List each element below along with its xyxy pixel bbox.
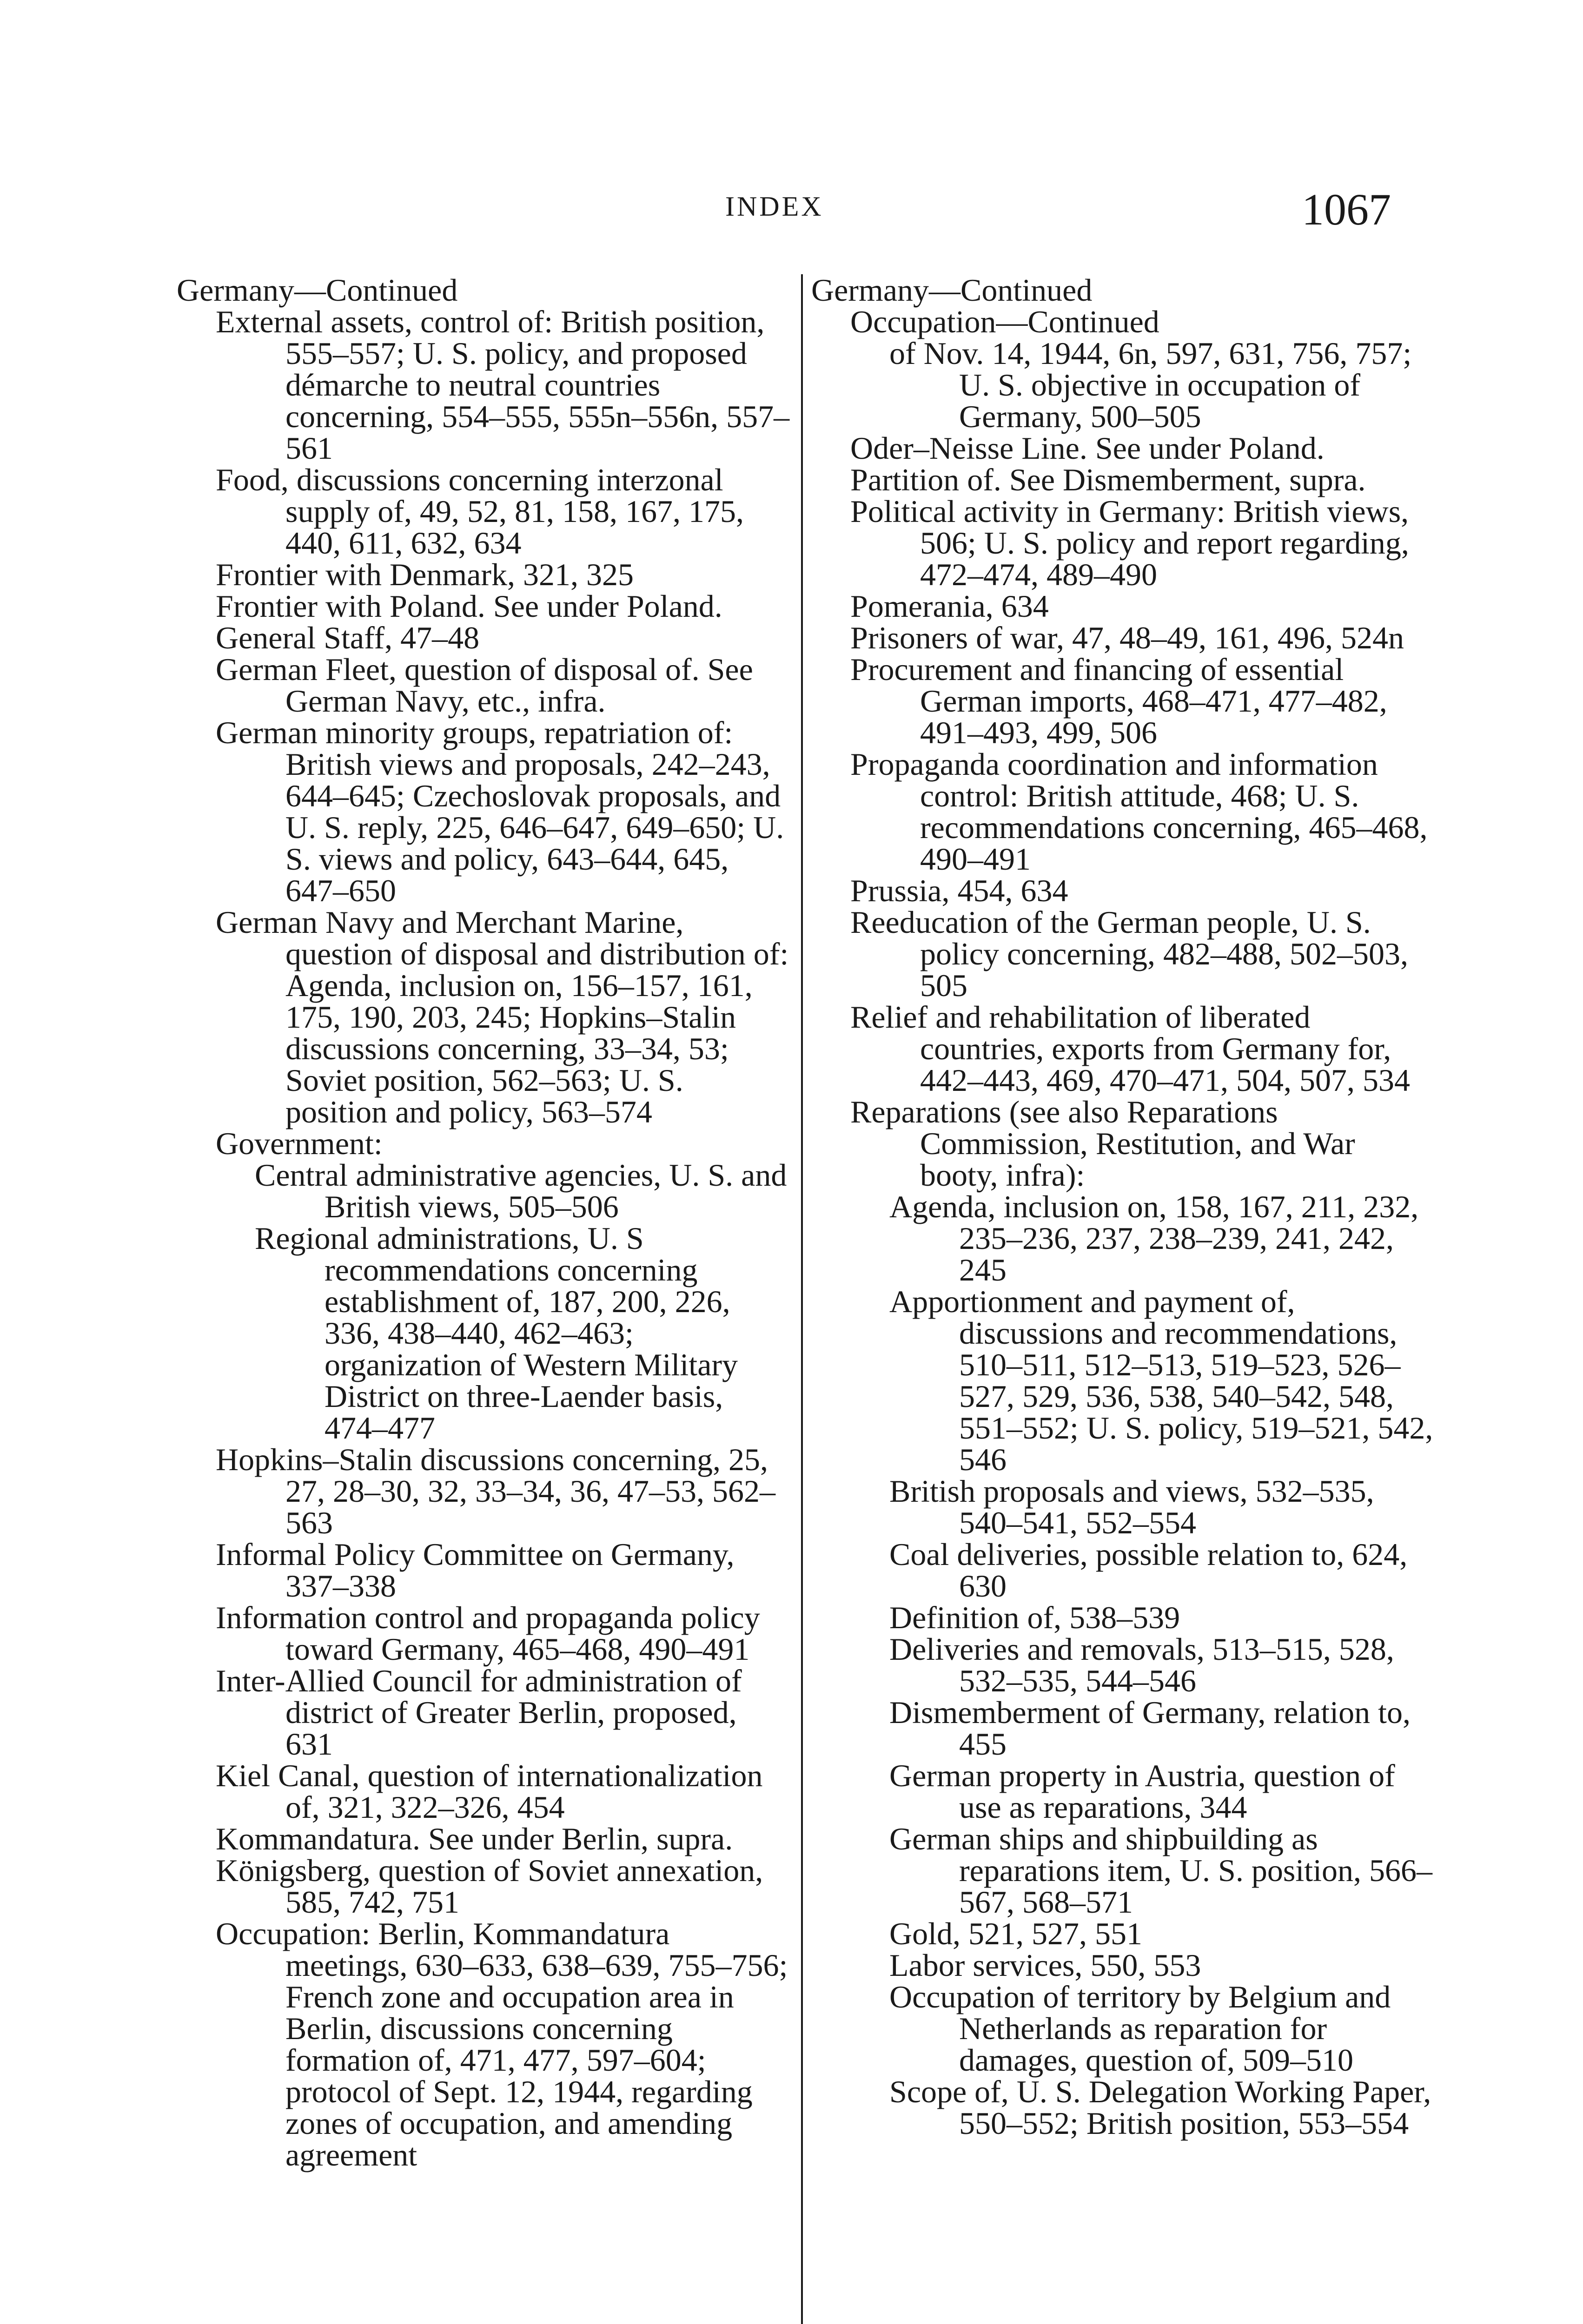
- index-entry-text: Informal Policy Committee on Germany, 337–338: [216, 1537, 735, 1604]
- index-entry: [177, 306, 790, 464]
- index-entry-text: German ships and shipbuilding as reparations item, U. S. position, 566–567, 568–571: [889, 1821, 1433, 1920]
- index-entry: [177, 906, 790, 1128]
- index-entry-text: Coal deliveries, possible relation to, 624, 630: [889, 1537, 1408, 1604]
- index-entry: [811, 464, 1434, 495]
- index-entry-text: Partition of. See Dismemberment, supra.: [850, 462, 1366, 497]
- index-subentry: [811, 1633, 1434, 1697]
- column-divider: [801, 274, 803, 2324]
- index-entry: [811, 495, 1434, 590]
- index-entry-text: Propaganda coordination and information control: British attitude, 468; U. S. recommendations concerning, 465–468, 490–491: [850, 746, 1428, 877]
- running-head: INDEX: [725, 191, 824, 222]
- index-subentry: [811, 2076, 1434, 2139]
- index-subentry: [177, 1222, 790, 1444]
- index-subentry: [811, 1918, 1434, 1949]
- column-heading: Germany—Continued: [811, 272, 1093, 308]
- index-entry-text: Inter-Allied Council for administration of district of Greater Berlin, proposed, 631: [216, 1663, 742, 1762]
- index-entry: [811, 748, 1434, 875]
- index-entry-text: Labor services, 550, 553: [889, 1948, 1201, 1983]
- index-entry-text: Kommandatura. See under Berlin, supra.: [216, 1821, 733, 1856]
- index-entry-text: Relief and rehabilitation of liberated countries, exports from Germany for, 442–443, 469, 470–471, 504, 507, 534: [850, 999, 1410, 1098]
- column-heading: Germany—Continued: [177, 272, 458, 308]
- index-entry-text: Regional administrations, U. S recommendations concerning establishment of, 187, 200, 226, 336, 438–440, 462–463; organization of Western Military District on three-Laender basis, 474–477: [255, 1221, 738, 1446]
- index-subentry: [811, 1286, 1434, 1475]
- index-entry: [177, 654, 790, 717]
- index-entry: [177, 1855, 790, 1918]
- index-subentry: [811, 1981, 1434, 2076]
- index-entry-text: External assets, control of: British position, 555–557; U. S. policy, and proposed démarche to neutral countries concerning, 554–555, 555n–556n, 557–561: [216, 304, 790, 466]
- index-entry: [811, 906, 1434, 1001]
- index-entry-text: Oder–Neisse Line. See under Poland.: [850, 430, 1325, 466]
- index-entry-text: General Staff, 47–48: [216, 620, 480, 655]
- index-entry: [177, 1602, 790, 1665]
- left-entry-list: [177, 306, 790, 2171]
- index-entry-text: German property in Austria, question of use as reparations, 344: [889, 1758, 1395, 1825]
- index-entry-text: Frontier with Denmark, 321, 325: [216, 557, 634, 592]
- index-entry-text: Reparations (see also Reparations Commission, Restitution, and War booty, infra):: [850, 1094, 1355, 1193]
- index-entry: [177, 1665, 790, 1760]
- index-entry-text: Frontier with Poland. See under Poland.: [216, 588, 722, 624]
- index-entry-text: Definition of, 538–539: [889, 1600, 1180, 1635]
- index-entry-text: Gold, 521, 527, 551: [889, 1916, 1142, 1951]
- index-entry-text: Scope of, U. S. Delegation Working Paper, 550–552; British position, 553–554: [889, 2074, 1431, 2141]
- index-entry: [177, 1128, 790, 1159]
- right-entry-list: [811, 306, 1434, 2139]
- index-entry: [177, 590, 790, 622]
- index-entry-text: Central administrative agencies, U. S. and British views, 505–506: [255, 1157, 787, 1224]
- index-entry: [177, 559, 790, 590]
- index-entry-text: German Fleet, question of disposal of. See German Navy, etc., infra.: [216, 652, 753, 719]
- index-entry-text: Deliveries and removals, 513–515, 528, 532–535, 544–546: [889, 1631, 1394, 1698]
- index-entry-text: German Navy and Merchant Marine, question of disposal and distribution of: Agenda, inclusion on, 156–157, 161, 175, 190, 203, 245; Hopkins–Stalin discussions concerning, 33–34, 53; Soviet position, 562–563; U. S. position and policy, 563–574: [216, 905, 789, 1129]
- index-entry-text: Apportionment and payment of, discussions and recommendations, 510–511, 512–513, 519–523, 526–527, 529, 536, 538, 540–542, 548, 551–552; U. S. policy, 519–521, 542, 546: [889, 1284, 1433, 1477]
- index-entry-text: Reeducation of the German people, U. S. policy concerning, 482–488, 502–503, 505: [850, 905, 1409, 1003]
- index-subentry: [811, 1538, 1434, 1602]
- index-entry-text: Information control and propaganda policy toward Germany, 465–468, 490–491: [216, 1600, 760, 1667]
- index-entry-text: Occupation of territory by Belgium and Netherlands as reparation for damages, question of, 509–510: [889, 1979, 1391, 2078]
- index-entry: [811, 875, 1434, 906]
- right-column: [811, 274, 1434, 2139]
- left-column: [177, 274, 790, 2171]
- index-entry: [811, 432, 1434, 464]
- index-entry-text: Königsberg, question of Soviet annexation, 585, 742, 751: [216, 1853, 763, 1920]
- index-subentry: [811, 1949, 1434, 1981]
- index-entry-text: Kiel Canal, question of internationalization of, 321, 322–326, 454: [216, 1758, 763, 1825]
- index-entry-text: Agenda, inclusion on, 158, 167, 211, 232, 235–236, 237, 238–239, 241, 242, 245: [889, 1189, 1419, 1287]
- index-entry: [177, 717, 790, 906]
- index-subentry: [811, 1191, 1434, 1286]
- index-subentry: [811, 1760, 1434, 1823]
- index-entry: [177, 1444, 790, 1538]
- index-entry-text: of Nov. 14, 1944, 6n, 597, 631, 756, 757; U. S. objective in occupation of Germany, 500–505: [889, 336, 1412, 434]
- index-entry-text: German minority groups, repatriation of: British views and proposals, 242–243, 644–645; Czechoslovak proposals, and U. S. reply, 225, 646–647, 649–650; U. S. views and policy, 643–644, 645, 647–650: [216, 715, 784, 908]
- index-entry: [811, 622, 1434, 654]
- index-entry: [177, 1538, 790, 1602]
- index-entry-text: Pomerania, 634: [850, 588, 1049, 624]
- index-entry-text: Political activity in Germany: British views, 506; U. S. policy and report regarding, 472–474, 489–490: [850, 494, 1409, 592]
- index-entry: [811, 654, 1434, 748]
- index-entry: [177, 1918, 790, 2171]
- index-subentry: [811, 337, 1434, 432]
- index-entry: [177, 1760, 790, 1823]
- index-entry-text: British proposals and views, 532–535, 540–541, 552–554: [889, 1473, 1374, 1540]
- index-subentry: [811, 1823, 1434, 1918]
- page-number: 1067: [1302, 185, 1391, 234]
- index-entry-text: Prisoners of war, 47, 48–49, 161, 496, 524n: [850, 620, 1404, 655]
- index-entry: [811, 1001, 1434, 1096]
- index-entry: [177, 622, 790, 654]
- index-entry-text: Food, discussions concerning interzonal supply of, 49, 52, 81, 158, 167, 175, 440, 611, 632, 634: [216, 462, 744, 561]
- index-entry: [177, 1823, 790, 1855]
- index-entry: [811, 306, 1434, 337]
- index-subentry: [177, 1159, 790, 1222]
- index-entry-text: Occupation—Continued: [850, 304, 1159, 339]
- index-subentry: [811, 1697, 1434, 1760]
- index-entry-text: Occupation: Berlin, Kommandatura meetings, 630–633, 638–639, 755–756; French zone and occupation area in Berlin, discussions concerning formation of, 471, 477, 597–604; protocol of Sept. 12, 1944, regarding zones of occupation, and amending agreement: [216, 1916, 788, 2172]
- index-entry-text: Procurement and financing of essential German imports, 468–471, 477–482, 491–493, 499, 506: [850, 652, 1387, 750]
- index-entry-text: Dismemberment of Germany, relation to, 455: [889, 1695, 1411, 1762]
- index-entry-text: Hopkins–Stalin discussions concerning, 25, 27, 28–30, 32, 33–34, 36, 47–53, 562–563: [216, 1442, 775, 1540]
- index-subentry: [811, 1602, 1434, 1633]
- index-entry: [811, 1096, 1434, 1191]
- index-entry-text: Government:: [216, 1126, 383, 1161]
- index-subentry: [811, 1475, 1434, 1538]
- index-entry: [177, 464, 790, 559]
- index-entry: [811, 590, 1434, 622]
- index-entry-text: Prussia, 454, 634: [850, 873, 1068, 908]
